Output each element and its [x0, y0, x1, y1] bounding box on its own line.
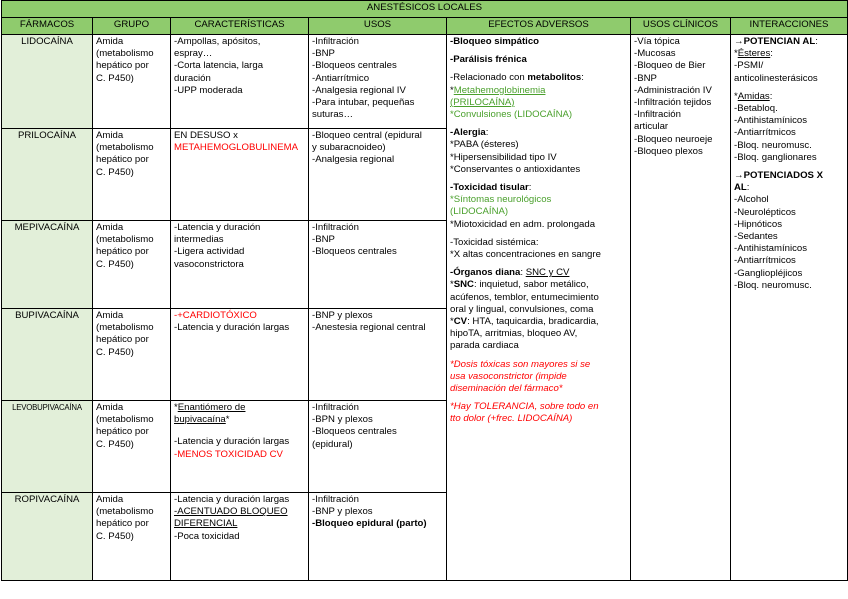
- alergia-item: *Hipersensibilidad tipo IV: [450, 151, 557, 163]
- caracteristica-line: *Enantiómero de: [174, 402, 246, 413]
- uso-line: -Analgesia regional IV: [312, 84, 406, 96]
- grupo-cell: [93, 309, 171, 401]
- efecto-metabolitos: -Relacionado con metabolitos:: [450, 72, 584, 84]
- interaccion-amidas: *Amidas:: [734, 90, 773, 102]
- caracteristicas-cell: [171, 309, 309, 401]
- caracteristica-line: bupivacaína*: [174, 414, 230, 426]
- grupo-cell: [93, 35, 171, 129]
- uso-line: y subaracnoideo): [312, 142, 386, 154]
- uso-clinico-item: -Bloqueo neuroeje: [634, 133, 713, 145]
- grupo-line: C. P450): [96, 346, 134, 358]
- drug-name-bupivacaina: BUPIVACAÍNA: [2, 309, 93, 401]
- usos-cell: [309, 309, 447, 401]
- efecto-sintomas-drug: (LIDOCAÍNA): [450, 206, 509, 218]
- alergia-item: *Conservantes o antioxidantes: [450, 163, 581, 175]
- grupo-line: Amida: [96, 402, 124, 413]
- efecto-organos-diana: -Órganos diana: SNC y CV: [450, 267, 570, 279]
- uso-line: -Bloqueo central (epidural: [312, 130, 422, 141]
- interaccion-item: -Gangliopléjicos: [734, 267, 803, 279]
- uso-line: -Infiltración: [312, 402, 359, 413]
- alergia-item: *PABA (ésteres): [450, 139, 519, 151]
- grupo-line: hepático por: [96, 426, 149, 438]
- nota-tolerancia-line: tto dolor (+frec. LIDOCAÍNA): [450, 413, 573, 425]
- caracteristica-line: -MENOS TOXICIDAD CV: [174, 448, 283, 460]
- caracteristica-line: -+CARDIOTÓXICO: [174, 310, 257, 321]
- interaccion-item: -PSMI/: [734, 60, 764, 72]
- grupo-cell: [93, 493, 171, 581]
- caracteristicas-cell: [171, 129, 309, 221]
- caracteristicas-cell: [171, 401, 309, 493]
- grupo-line: (metabolismo: [96, 48, 154, 60]
- efecto-toxicidad-sistemica: -Toxicidad sistémica:: [450, 236, 539, 248]
- grupo-line: (metabolismo: [96, 322, 154, 334]
- interaccion-item: -Alcohol: [734, 194, 769, 206]
- grupo-line: C. P450): [96, 166, 134, 178]
- efectos-adversos-cell: [447, 35, 631, 581]
- caracteristica-line: DIFERENCIAL: [174, 518, 238, 530]
- caracteristica-line: -Ligera actividad: [174, 246, 245, 258]
- grupo-line: Amida: [96, 130, 124, 141]
- nota-tolerancia: *Hay TOLERANCIA, sobre todo en: [450, 401, 599, 413]
- header-usos: USOS: [309, 18, 447, 35]
- grupo-line: hepático por: [96, 518, 149, 530]
- interaccion-item: -Antiarrítmicos: [734, 255, 796, 267]
- header-grupo: GRUPO: [93, 18, 171, 35]
- caracteristica-line: -ACENTUADO BLOQUEO: [174, 506, 288, 518]
- uso-clinico-item: -Administración IV: [634, 84, 712, 96]
- efecto-cv: *CV: HTA, taquicardia, bradicardia,: [450, 316, 599, 328]
- caracteristica-line: -Poca toxicidad: [174, 530, 240, 542]
- interaccion-item: -Antihistamínicos: [734, 243, 808, 255]
- efecto-snc-line: acúfenos, temblor, entumecimiento: [450, 291, 599, 303]
- uso-line: (epidural): [312, 438, 353, 450]
- header-efectos-adversos: EFECTOS ADVERSOS: [447, 18, 631, 35]
- header-farmacos: FÁRMACOS: [2, 18, 93, 35]
- grupo-line: hepático por: [96, 60, 149, 72]
- grupo-line: hepático por: [96, 154, 149, 166]
- caracteristica-line: intermedias: [174, 234, 224, 246]
- interaccion-item: -Hipnóticos: [734, 218, 782, 230]
- efecto-snc: *SNC: inquietud, sabor metálico,: [450, 279, 589, 291]
- uso-line: -BNP: [312, 234, 335, 246]
- efecto-metahemoglobinemia-drug: (PRILOCAÍNA): [450, 96, 515, 108]
- interaccion-item: -Bloq. neuromusc.: [734, 279, 812, 291]
- efecto-snc-line: oral y lingual, convulsiones, coma: [450, 303, 594, 315]
- grupo-line: (metabolismo: [96, 414, 154, 426]
- drug-name-ropivacaina: ROPIVACAÍNA: [2, 493, 93, 581]
- table-title: ANESTÉSICOS LOCALES: [2, 1, 848, 18]
- interaccion-item: -Antihistamínicos: [734, 115, 808, 127]
- interaccion-item: -Sedantes: [734, 231, 778, 243]
- uso-line: -BPN y plexos: [312, 414, 373, 426]
- caracteristica-line: -Latencia y duración: [174, 222, 261, 233]
- interaccion-item: -Bloq. neuromusc.: [734, 139, 812, 151]
- grupo-line: C. P450): [96, 72, 134, 84]
- interacciones-cell: [731, 35, 848, 581]
- uso-line: -BNP y plexos: [312, 310, 373, 321]
- usos-cell: [309, 493, 447, 581]
- header-interacciones: INTERACCIONES: [731, 18, 848, 35]
- uso-line: -Analgesia regional: [312, 154, 395, 166]
- uso-clinico-item: articular: [634, 121, 669, 133]
- grupo-line: C. P450): [96, 438, 134, 450]
- interaccion-item: anticolinesterásicos: [734, 72, 818, 84]
- usos-cell: [309, 221, 447, 309]
- grupo-line: Amida: [96, 310, 124, 321]
- caracteristicas-cell: [171, 221, 309, 309]
- drug-name-mepivacaina: MEPIVACAÍNA: [2, 221, 93, 309]
- uso-line: -Bloqueos centrales: [312, 246, 397, 258]
- efecto-cv-line: hipoTA, arritmias, bloqueo AV,: [450, 328, 578, 340]
- uso-clinico-item: -Infiltración: [634, 109, 681, 121]
- uso-line: -Bloqueos centrales: [312, 426, 397, 438]
- uso-clinico-item: -Bloqueo de Bier: [634, 60, 706, 72]
- caracteristica-line: -Latencia y duración largas: [174, 322, 290, 334]
- caracteristica-line: -Corta latencia, larga: [174, 60, 264, 72]
- uso-line: -Para intubar, pequeñas: [312, 97, 415, 109]
- usos-cell: [309, 401, 447, 493]
- drug-name-lidocaina: LIDOCAÍNA: [2, 35, 93, 129]
- nota-dosis-toxicas-line: diseminación del fármaco*: [450, 383, 563, 395]
- grupo-cell: [93, 401, 171, 493]
- nota-dosis-toxicas-line: usa vasoconstrictor (impide: [450, 370, 567, 382]
- interaccion-potenciados: →POTENCIADOS X: [734, 170, 824, 182]
- caracteristica-line: vasoconstrictora: [174, 258, 244, 270]
- grupo-line: (metabolismo: [96, 506, 154, 518]
- grupo-line: (metabolismo: [96, 142, 154, 154]
- caracteristica-line: espray…: [174, 48, 213, 60]
- drug-name-levobupivacaina: LEVOBUPIVACAÍNA: [2, 401, 93, 493]
- efecto-metahemoglobinemia: *Metahemoglobinemia: [450, 84, 546, 96]
- efecto-alergia: -Alergia:: [450, 127, 489, 139]
- grupo-line: hepático por: [96, 334, 149, 346]
- grupo-line: hepático por: [96, 246, 149, 258]
- header-usos-clinicos: USOS CLÍNICOS: [631, 18, 731, 35]
- caracteristica-line: EN DESUSO x: [174, 130, 238, 141]
- local-anesthetics-table: [1, 0, 848, 581]
- uso-clinico-item: -Infiltración tejidos: [634, 97, 712, 109]
- interaccion-potencian: →POTENCIAN AL:: [734, 36, 818, 47]
- grupo-cell: [93, 221, 171, 309]
- caracteristica-line: -UPP moderada: [174, 84, 243, 96]
- uso-clinico-item: -BNP: [634, 72, 657, 84]
- uso-clinico-item: -Mucosas: [634, 48, 676, 60]
- efecto-cv-line: parada cardiaca: [450, 340, 519, 352]
- efecto-paralisis-frenica: -Parálisis frénica: [450, 54, 527, 66]
- uso-line: -BNP y plexos: [312, 506, 373, 518]
- grupo-line: (metabolismo: [96, 234, 154, 246]
- caracteristica-line: -Latencia y duración largas: [174, 494, 290, 505]
- grupo-line: Amida: [96, 222, 124, 233]
- interaccion-item: -Betabloq.: [734, 103, 778, 115]
- caracteristica-line: METAHEMOGLOBULINEMA: [174, 142, 299, 154]
- drug-name-prilocaina: PRILOCAÍNA: [2, 129, 93, 221]
- uso-line: -Antiarrítmico: [312, 72, 370, 84]
- uso-line: -Infiltración: [312, 494, 359, 505]
- grupo-cell: [93, 129, 171, 221]
- uso-line: -Infiltración: [312, 222, 359, 233]
- caracteristicas-cell: [171, 35, 309, 129]
- caracteristica-line: duración: [174, 72, 211, 84]
- efecto-altas-concentraciones: *X altas concentraciones en sangre: [450, 249, 601, 261]
- efecto-sintomas-neurologicos: *Síntomas neurológicos: [450, 194, 552, 206]
- usos-clinicos-cell: [631, 35, 731, 581]
- uso-line: -Anestesia regional central: [312, 322, 426, 334]
- efecto-miotoxicidad: *Miotoxicidad en adm. prolongada: [450, 218, 596, 230]
- efecto-convulsiones: *Convulsiones (LIDOCAÍNA): [450, 109, 573, 121]
- interaccion-item: -Bloq. ganglionares: [734, 151, 817, 163]
- grupo-line: Amida: [96, 494, 124, 505]
- usos-cell: [309, 129, 447, 221]
- grupo-line: C. P450): [96, 258, 134, 270]
- uso-line: -Bloqueo epidural (parto): [312, 518, 427, 530]
- caracteristicas-cell: [171, 493, 309, 581]
- uso-line: -Infiltración: [312, 36, 359, 47]
- interaccion-item: -Neurolépticos: [734, 206, 796, 218]
- nota-dosis-toxicas: *Dosis tóxicas son mayores si se: [450, 358, 591, 370]
- efecto-toxicidad-tisular: -Toxicidad tisular:: [450, 182, 532, 194]
- usos-cell: [309, 35, 447, 129]
- caracteristica-line: -Ampollas, apósitos,: [174, 36, 261, 47]
- uso-line: suturas…: [312, 109, 354, 121]
- caracteristica-line: -Latencia y duración largas: [174, 436, 290, 448]
- uso-line: -BNP: [312, 48, 335, 60]
- table-row: [2, 35, 848, 129]
- grupo-line: Amida: [96, 36, 124, 47]
- header-caracteristicas: CARACTERÍSTICAS: [171, 18, 309, 35]
- uso-line: -Bloqueos centrales: [312, 60, 397, 72]
- efecto-bloqueo-simpatico: -Bloqueo simpático: [450, 36, 540, 47]
- interaccion-item: -Antiarrítmicos: [734, 127, 796, 139]
- grupo-line: C. P450): [96, 530, 134, 542]
- interaccion-potenciados-al: AL:: [734, 182, 750, 194]
- uso-clinico-item: -Bloqueo plexos: [634, 145, 703, 157]
- interaccion-esteres: *Ésteres:: [734, 48, 773, 60]
- uso-clinico-item: -Vía tópica: [634, 36, 680, 47]
